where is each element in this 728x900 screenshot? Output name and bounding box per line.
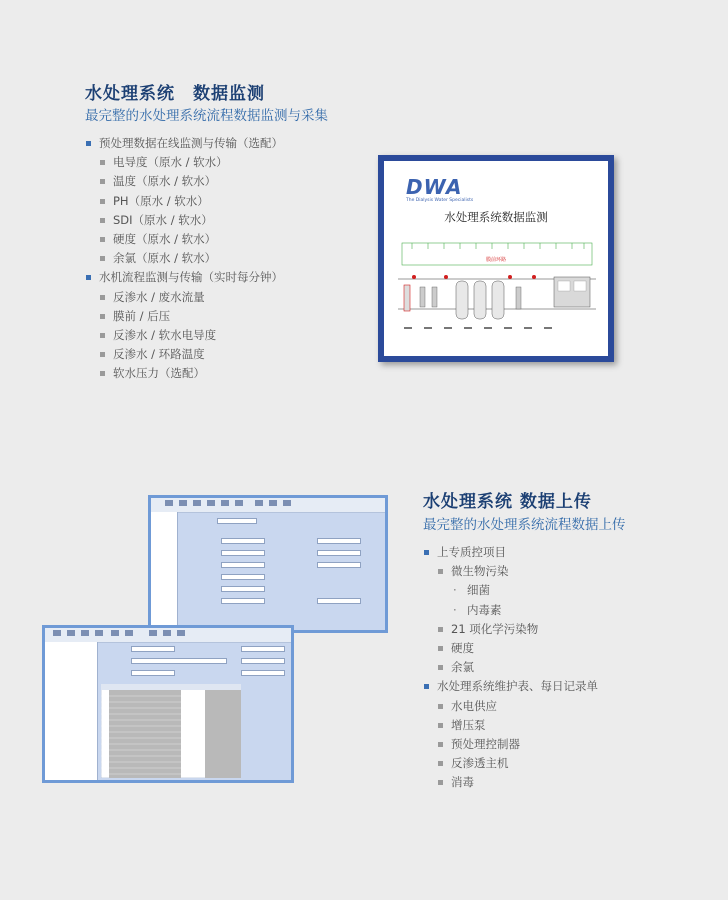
list-item: 预处理数据在线监测与传输（选配） [85, 134, 283, 153]
dwa-logo: DWA [406, 175, 463, 199]
list-item: 软水压力（选配） [85, 364, 283, 383]
list-item: 温度（原水 / 软水） [85, 172, 283, 191]
process-diagram [384, 241, 608, 351]
list-item: 消毒 [423, 773, 598, 792]
list-item: 反渗水 / 软水电导度 [85, 326, 283, 345]
list-item: 水机流程监测与传输（实时每分钟） [85, 268, 283, 287]
list-item: 反渗透主机 [423, 754, 598, 773]
list-item: 余氯 [423, 658, 598, 677]
list-item: 增压泵 [423, 716, 598, 735]
section1-subtitle: 最完整的水处理系统流程数据监测与采集 [85, 108, 328, 124]
list-item: 硬度 [423, 639, 598, 658]
upload-window-front [42, 625, 294, 783]
list-item: 余氯（原水 / 软水） [85, 249, 283, 268]
list-item: 水处理系统维护表、每日记录单 [423, 677, 598, 696]
list-item: · 内毒素 [423, 601, 598, 620]
list-item: 膜前 / 后压 [85, 307, 283, 326]
list-item: PH（原水 / 软水） [85, 192, 283, 211]
section2-list [423, 543, 598, 792]
section1-title: 水处理系统 数据监测 [85, 84, 265, 104]
data-grid [101, 684, 241, 778]
list-item: 上专质控项目 [423, 543, 598, 562]
list-item: 反渗水 / 废水流量 [85, 288, 283, 307]
list-item: 反渗水 / 环路温度 [85, 345, 283, 364]
dwa-logo-subtitle: The Dialysis Water Specialists [406, 198, 474, 203]
upload-window-back [148, 495, 388, 633]
monitor-title: 水处理系统数据监测 [444, 210, 548, 224]
list-item: 微生物污染 [423, 562, 598, 581]
list-item: SDI（原水 / 软水） [85, 211, 283, 230]
section2-title: 水处理系统 数据上传 [423, 492, 592, 512]
monitoring-screenshot [378, 155, 614, 362]
list-item: 电导度（原水 / 软水） [85, 153, 283, 172]
section1-list [85, 134, 283, 383]
list-item: 21 项化学污染物 [423, 620, 598, 639]
list-item: 硬度（原水 / 软水） [85, 230, 283, 249]
list-item: 水电供应 [423, 697, 598, 716]
section2-subtitle: 最完整的水处理系统流程数据上传 [423, 517, 626, 533]
list-item: 预处理控制器 [423, 735, 598, 754]
loop-label: 膜前环路 [485, 257, 507, 263]
list-item: · 细菌 [423, 581, 598, 600]
